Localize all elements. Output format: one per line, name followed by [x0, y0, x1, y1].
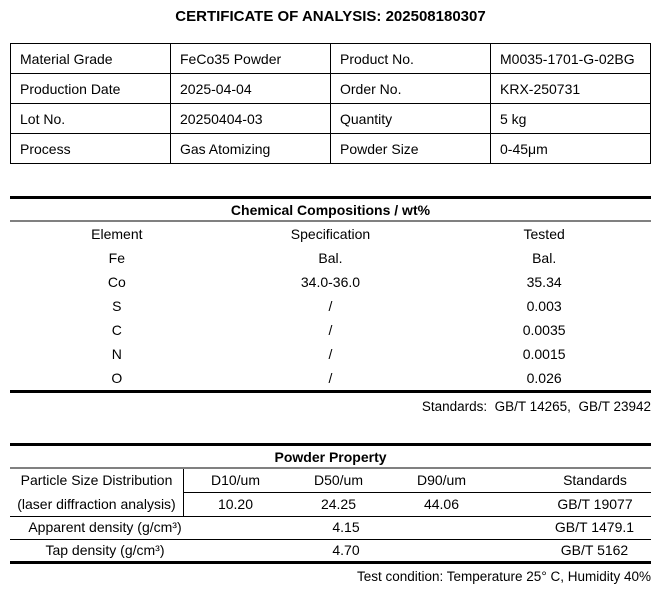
tested-cell: 0.003	[526, 298, 562, 314]
psd-label-line2: (laser diffraction analysis)	[10, 493, 184, 516]
tested-cell: 0.0015	[522, 346, 566, 362]
table-row	[11, 74, 651, 104]
powder-property-table	[10, 443, 651, 564]
chemical-header-row	[10, 222, 651, 246]
info-label: Powder Size	[331, 134, 491, 164]
element-cell: C	[111, 322, 122, 338]
info-value: 0-45μm	[491, 134, 651, 164]
page-title: CERTIFICATE OF ANALYSIS: 202508180307	[175, 8, 486, 25]
info-value: 5 kg	[491, 104, 651, 134]
powder-section-title: Powder Property	[10, 446, 651, 469]
table-row	[10, 270, 651, 294]
table-row	[11, 134, 651, 164]
apparent-density-label: Apparent density (g/cm³)	[28, 519, 182, 535]
table-row	[10, 318, 651, 342]
tap-density-standard: GB/T 5162	[560, 542, 629, 558]
powder-header-group	[184, 469, 651, 493]
specification-cell: /	[328, 322, 333, 338]
tested-cell: 0.0035	[522, 322, 566, 338]
table-row	[10, 342, 651, 366]
element-cell: Fe	[108, 250, 125, 266]
table-row	[10, 246, 651, 270]
tap-density-row	[10, 540, 651, 561]
column-header-element: Element	[91, 226, 143, 242]
d50-value: 24.25	[320, 496, 357, 512]
info-label: Order No.	[331, 74, 491, 104]
powder-header-row	[10, 469, 651, 493]
column-header-tested: Tested	[523, 226, 565, 242]
column-header-standards: Standards	[563, 472, 627, 488]
element-cell: N	[111, 346, 122, 362]
info-label: Lot No.	[11, 104, 171, 134]
element-cell: O	[111, 370, 123, 386]
table-row	[10, 366, 651, 390]
d10-value: 10.20	[217, 496, 254, 512]
column-header-d10: D10/um	[210, 472, 261, 488]
tap-density-label: Tap density (g/cm³)	[45, 542, 165, 558]
standards-note: Standards: GB/T 14265, GB/T 23942	[421, 399, 651, 414]
tested-cell: 0.026	[526, 370, 562, 386]
apparent-density-row	[10, 517, 651, 540]
psd-values-group	[184, 493, 651, 516]
info-value: 2025-04-04	[171, 74, 331, 104]
d90-value: 44.06	[423, 496, 460, 512]
chemical-section-title: Chemical Compositions / wt%	[10, 199, 651, 222]
specification-cell: /	[328, 346, 333, 362]
test-condition-note: Test condition: Temperature 25° C, Humidity 40%	[356, 569, 651, 584]
chemical-compositions-section	[10, 196, 651, 414]
column-header-d90: D90/um	[416, 472, 467, 488]
info-label: Product No.	[331, 44, 491, 74]
specification-cell: /	[328, 298, 333, 314]
column-header-specification: Specification	[290, 226, 371, 242]
info-value: Gas Atomizing	[171, 134, 331, 164]
powder-property-section	[10, 443, 651, 584]
specification-cell: /	[328, 370, 333, 386]
specification-cell: Bal.	[318, 250, 343, 266]
element-cell: Co	[107, 274, 126, 290]
psd-standard: GB/T 19077	[557, 496, 633, 512]
tested-cell: 35.34	[526, 274, 562, 290]
apparent-density-value: 4.15	[332, 519, 360, 535]
info-label: Production Date	[11, 74, 171, 104]
column-header-d50: D50/um	[313, 472, 364, 488]
element-cell: S	[112, 298, 122, 314]
table-row	[11, 104, 651, 134]
tested-cell: Bal.	[532, 250, 557, 266]
chemical-table	[10, 196, 651, 393]
psd-label-line1: Particle Size Distribution	[10, 469, 184, 493]
info-value: FeCo35 Powder	[171, 44, 331, 74]
info-value: KRX-250731	[491, 74, 651, 104]
info-label: Quantity	[331, 104, 491, 134]
info-value: M0035-1701-G-02BG	[491, 44, 651, 74]
table-row	[10, 294, 651, 318]
table-row	[11, 44, 651, 74]
psd-values-row	[10, 493, 651, 517]
material-info-table	[10, 43, 651, 164]
apparent-density-standard: GB/T 1479.1	[554, 519, 635, 535]
info-label: Material Grade	[11, 44, 171, 74]
info-label: Process	[11, 134, 171, 164]
info-value: 20250404-03	[171, 104, 331, 134]
tap-density-value: 4.70	[332, 542, 360, 558]
specification-cell: 34.0-36.0	[300, 274, 361, 290]
